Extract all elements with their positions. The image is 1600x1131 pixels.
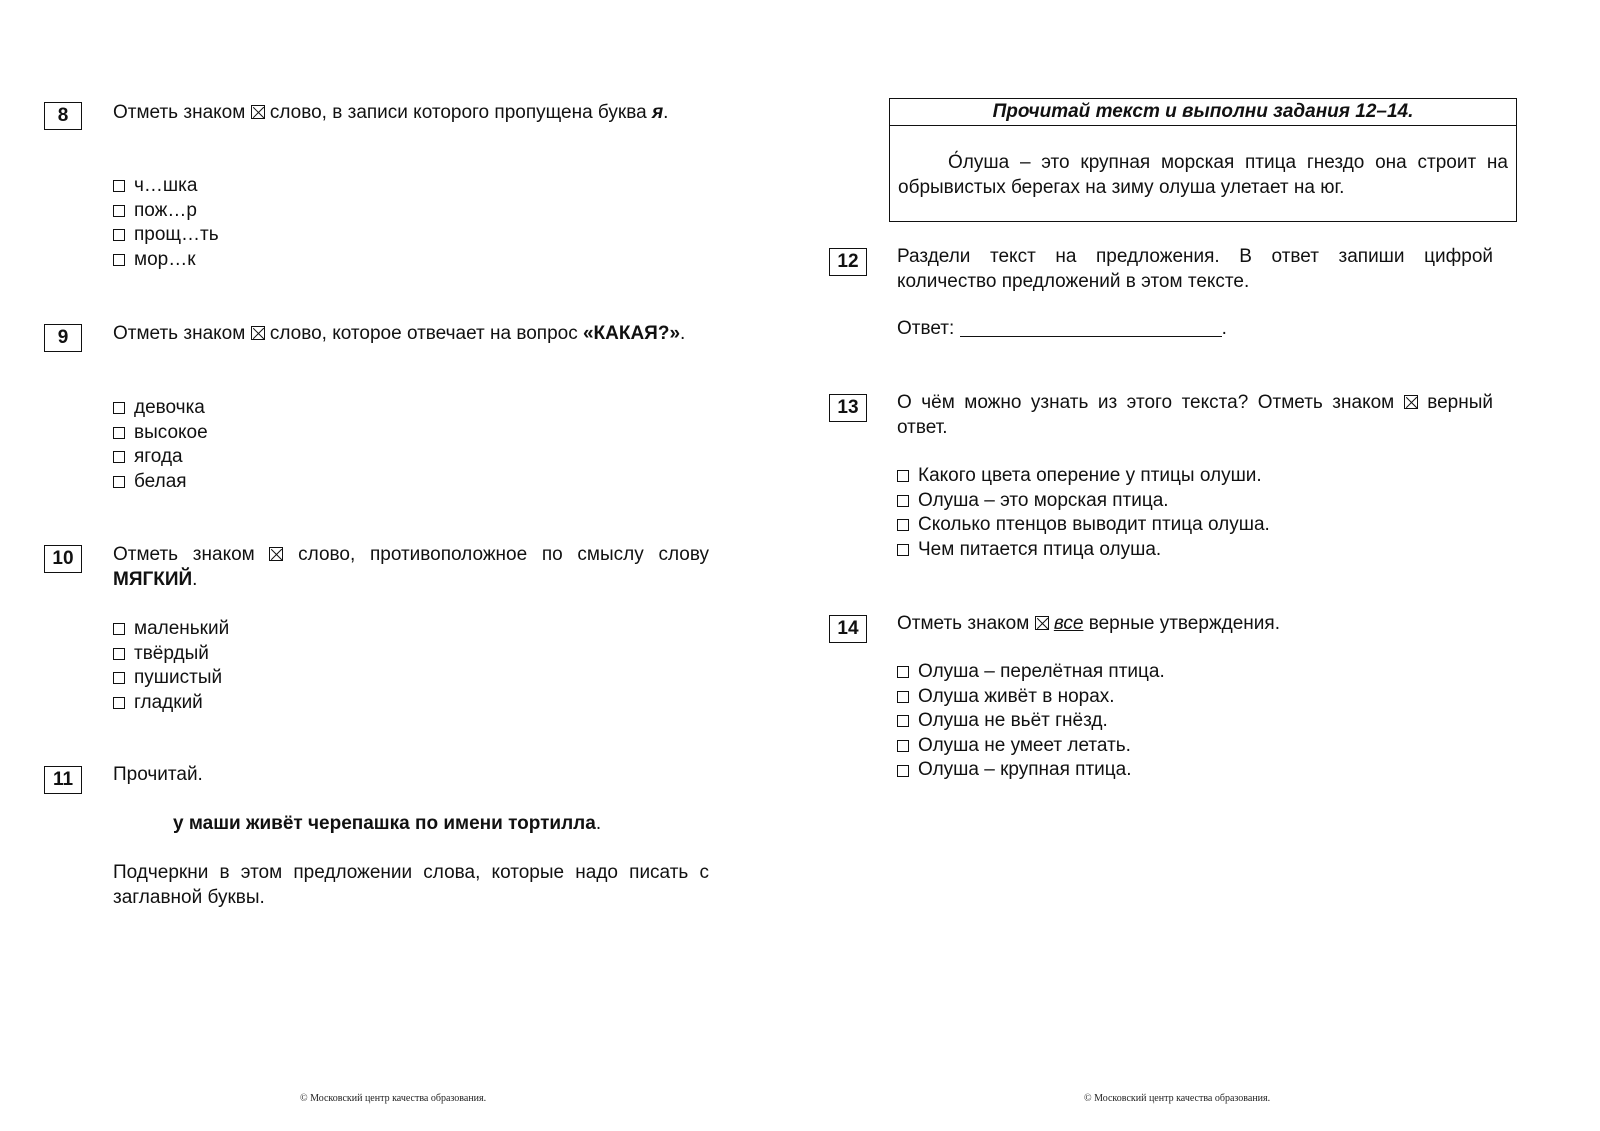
task-14-options	[897, 660, 1165, 783]
checkbox-icon[interactable]	[113, 476, 125, 488]
crossed-box-icon	[1035, 616, 1049, 630]
checkbox-icon[interactable]	[113, 623, 125, 635]
checkbox-icon[interactable]	[113, 205, 125, 217]
option[interactable]: ягода	[113, 445, 208, 470]
task-12-answer: Ответ: .	[897, 318, 1227, 339]
checkbox-icon[interactable]	[897, 495, 909, 507]
option[interactable]: ч…шка	[113, 174, 219, 199]
checkbox-icon[interactable]	[113, 648, 125, 660]
checkbox-icon[interactable]	[113, 254, 125, 266]
task-10-number: 10	[44, 545, 82, 573]
checkbox-icon[interactable]	[113, 672, 125, 684]
checkbox-icon[interactable]	[113, 427, 125, 439]
crossed-box-icon	[251, 105, 265, 119]
option[interactable]: прощ…ть	[113, 223, 219, 248]
checkbox-icon[interactable]	[897, 666, 909, 678]
answer-input-line[interactable]	[960, 318, 1222, 337]
option[interactable]: пушистый	[113, 666, 229, 691]
task-8-number: 8	[44, 102, 82, 130]
checkbox-icon[interactable]	[897, 765, 909, 777]
task-10-options	[113, 617, 229, 715]
task-13-question: О чём можно узнать из этого текста? Отметь знаком верный ответ.	[897, 392, 1493, 438]
task-8-question: Отметь знаком слово, в записи которого пропущена буква я.	[113, 102, 669, 123]
letter-ya: я	[651, 102, 664, 123]
option[interactable]: Олуша не умеет летать.	[897, 734, 1165, 759]
task-9-number: 9	[44, 324, 82, 352]
crossed-box-icon	[1404, 395, 1418, 409]
option[interactable]: Какого цвета оперение у птицы олуши.	[897, 464, 1270, 489]
checkbox-icon[interactable]	[113, 180, 125, 192]
checkbox-icon[interactable]	[113, 229, 125, 241]
option[interactable]: Сколько птенцов выводит птица олуша.	[897, 513, 1270, 538]
option[interactable]: Олуша – это морская птица.	[897, 489, 1270, 514]
option[interactable]: высокое	[113, 421, 208, 446]
task-14-number: 14	[829, 615, 867, 643]
task-13-number: 13	[829, 394, 867, 422]
option[interactable]: Олуша не вьёт гнёзд.	[897, 709, 1165, 734]
checkbox-icon[interactable]	[113, 451, 125, 463]
option[interactable]: Олуша – перелётная птица.	[897, 660, 1165, 685]
right-page	[800, 0, 1600, 1131]
checkbox-icon[interactable]	[897, 691, 909, 703]
checkbox-icon[interactable]	[897, 740, 909, 752]
reading-text-header: Прочитай текст и выполни задания 12–14.	[890, 99, 1516, 126]
option[interactable]: твёрдый	[113, 642, 229, 667]
task-8-options	[113, 174, 219, 272]
task-12-question: Раздели текст на предложения. В ответ запиши цифрой количество предложений в этом тексте.	[897, 246, 1493, 292]
option[interactable]: пож…р	[113, 199, 219, 224]
option[interactable]: Олуша – крупная птица.	[897, 758, 1165, 783]
task-13-options	[897, 464, 1270, 562]
footer-copyright: © Московский центр качества образования.	[1084, 1093, 1271, 1104]
reading-text-body: О́луша – это крупная морская птица гнездо она строит на обрывистых берегах на зиму олуша улетает на юг.	[898, 152, 1508, 198]
option[interactable]: маленький	[113, 617, 229, 642]
checkbox-icon[interactable]	[897, 519, 909, 531]
checkbox-icon[interactable]	[113, 402, 125, 414]
footer-copyright: © Московский центр качества образования.	[300, 1093, 487, 1104]
option[interactable]: мор…к	[113, 248, 219, 273]
task-11-number: 11	[44, 766, 82, 794]
option[interactable]: девочка	[113, 396, 208, 421]
task-11-intro: Прочитай.	[113, 764, 203, 785]
option[interactable]: белая	[113, 470, 208, 495]
task-12-number: 12	[829, 248, 867, 276]
checkbox-icon[interactable]	[897, 715, 909, 727]
task-9-options	[113, 396, 208, 494]
task-9-question: Отметь знаком слово, которое отвечает на вопрос «КАКАЯ?».	[113, 323, 686, 344]
option[interactable]: Олуша живёт в норах.	[897, 685, 1165, 710]
task-11-sentence[interactable]: у маши живёт черепашка по имени тортилла.	[173, 813, 602, 834]
option[interactable]: гладкий	[113, 691, 229, 716]
crossed-box-icon	[251, 326, 265, 340]
checkbox-icon[interactable]	[113, 697, 125, 709]
reading-text-box	[889, 98, 1517, 222]
task-11-instruction: Подчеркни в этом предложении слова, которые надо писать с заглавной буквы.	[113, 862, 709, 908]
task-10-question: Отметь знаком слово, противоположное по смыслу слову МЯГКИЙ.	[113, 544, 709, 590]
emphasis-all: все	[1053, 613, 1084, 634]
checkbox-icon[interactable]	[897, 544, 909, 556]
option[interactable]: Чем питается птица олуша.	[897, 538, 1270, 563]
crossed-box-icon	[269, 547, 283, 561]
checkbox-icon[interactable]	[897, 470, 909, 482]
task-14-question: Отметь знаком все верные утверждения.	[897, 613, 1280, 634]
